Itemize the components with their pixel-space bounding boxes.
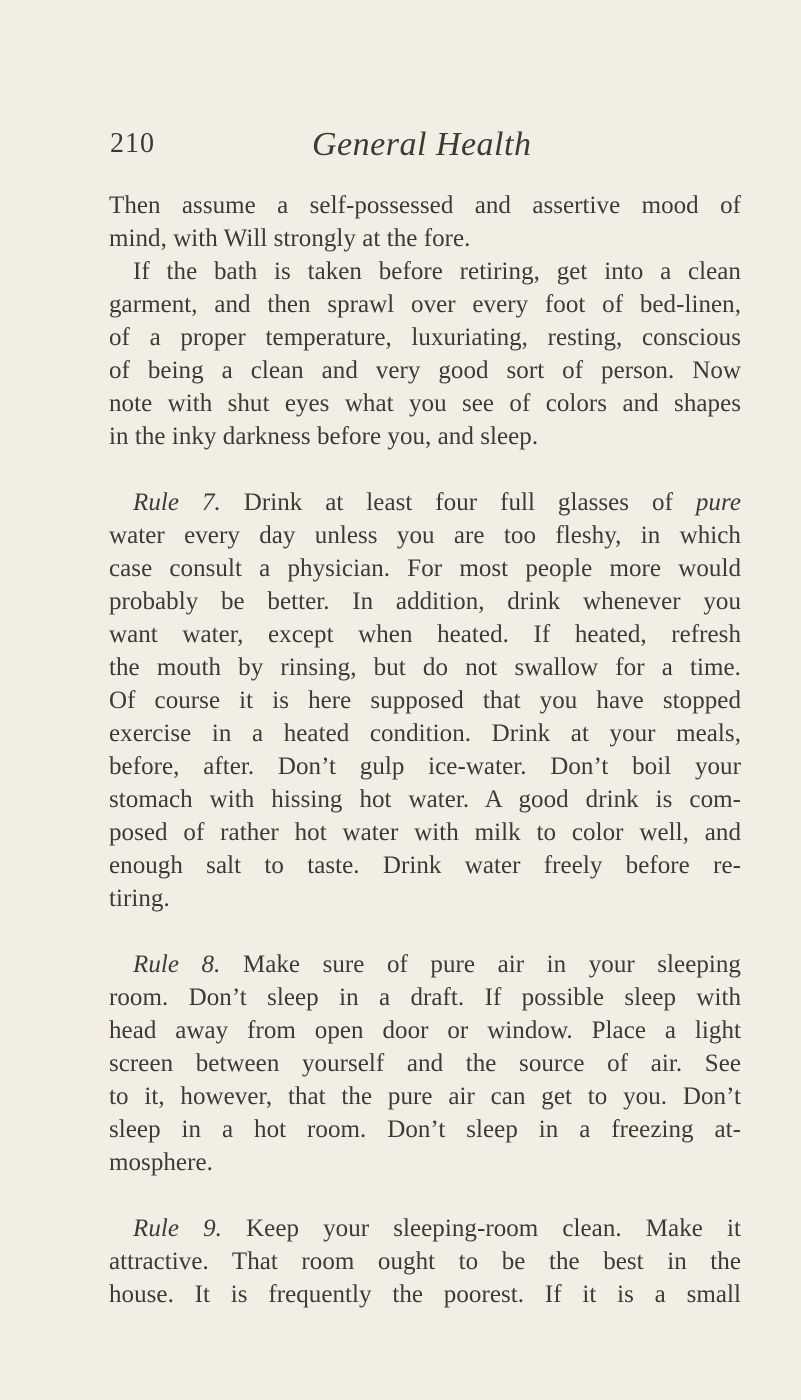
- text-line: [109, 1212, 741, 1245]
- text-line: posed of rather hot water with milk to color well, and: [109, 819, 741, 846]
- text-line: If the bath is taken before retiring, get into a clean: [133, 258, 741, 285]
- page-header: [110, 122, 740, 164]
- text-line: house. It is frequently the poorest. If it is a small: [109, 1281, 741, 1308]
- running-head: General Health: [312, 126, 532, 163]
- text-fragment: Keep your sleeping-room clean. Make it: [221, 1215, 741, 1242]
- text-line: before, after. Don’t gulp ice-water. Don’t boil your: [109, 753, 741, 780]
- text-line: exercise in a heated condition. Drink at your meals,: [109, 720, 741, 747]
- paragraph-gap: [109, 915, 741, 948]
- body-text: [109, 189, 741, 1311]
- text-line: tiring.: [109, 885, 170, 912]
- text-line: garment, and then sprawl over every foot of bed-linen,: [109, 291, 741, 318]
- text-line: mind, with Will strongly at the fore.: [109, 225, 471, 252]
- text-line: screen between yourself and the source of air. See: [109, 1050, 741, 1077]
- text-line: sleep in a hot room. Don’t sleep in a freezing at-: [109, 1116, 741, 1143]
- text-line: stomach with hissing hot water. A good drink is com-: [109, 786, 741, 813]
- text-line: mosphere.: [109, 1149, 213, 1176]
- text-fragment: Make sure of pure air in your sleeping: [220, 951, 741, 978]
- text-line: [109, 486, 741, 519]
- paragraph-gap: [109, 453, 741, 486]
- emphasis-text: pure: [695, 489, 741, 516]
- rule-heading: Rule 9.: [133, 1215, 222, 1242]
- text-line: of a proper temperature, luxuriating, resting, conscious: [109, 324, 741, 351]
- text-line: of being a clean and very good sort of person. Now: [109, 357, 741, 384]
- text-line: case consult a physician. For most people more would: [109, 555, 741, 582]
- text-line: enough salt to taste. Drink water freely before re-: [109, 852, 741, 879]
- text-line: want water, except when heated. If heated, refresh: [109, 621, 741, 648]
- paragraph-gap: [109, 1179, 741, 1212]
- text-line: note with shut eyes what you see of colors and shapes: [109, 390, 741, 417]
- rule-heading: Rule 8.: [133, 951, 221, 978]
- text-line: Then assume a self-possessed and assertive mood of: [109, 192, 741, 219]
- rule-heading: Rule 7.: [133, 489, 221, 516]
- text-line: Of course it is here supposed that you have stopped: [109, 687, 741, 714]
- text-line: [109, 948, 741, 981]
- text-line: room. Don’t sleep in a draft. If possible sleep with: [109, 984, 741, 1011]
- text-line: probably be better. In addition, drink whenever you: [109, 588, 741, 615]
- text-line: in the inky darkness before you, and sleep.: [109, 423, 539, 450]
- text-line: attractive. That room ought to be the best in the: [109, 1248, 741, 1275]
- text-line: head away from open door or window. Place a light: [109, 1017, 741, 1044]
- text-fragment: Drink at least four full glasses of: [220, 489, 696, 516]
- text-line: to it, however, that the pure air can get to you. Don’t: [109, 1083, 741, 1110]
- text-line: the mouth by rinsing, but do not swallow for a time.: [109, 654, 741, 681]
- text-line: water every day unless you are too fleshy, in which: [109, 522, 741, 549]
- page-number: 210: [110, 128, 155, 159]
